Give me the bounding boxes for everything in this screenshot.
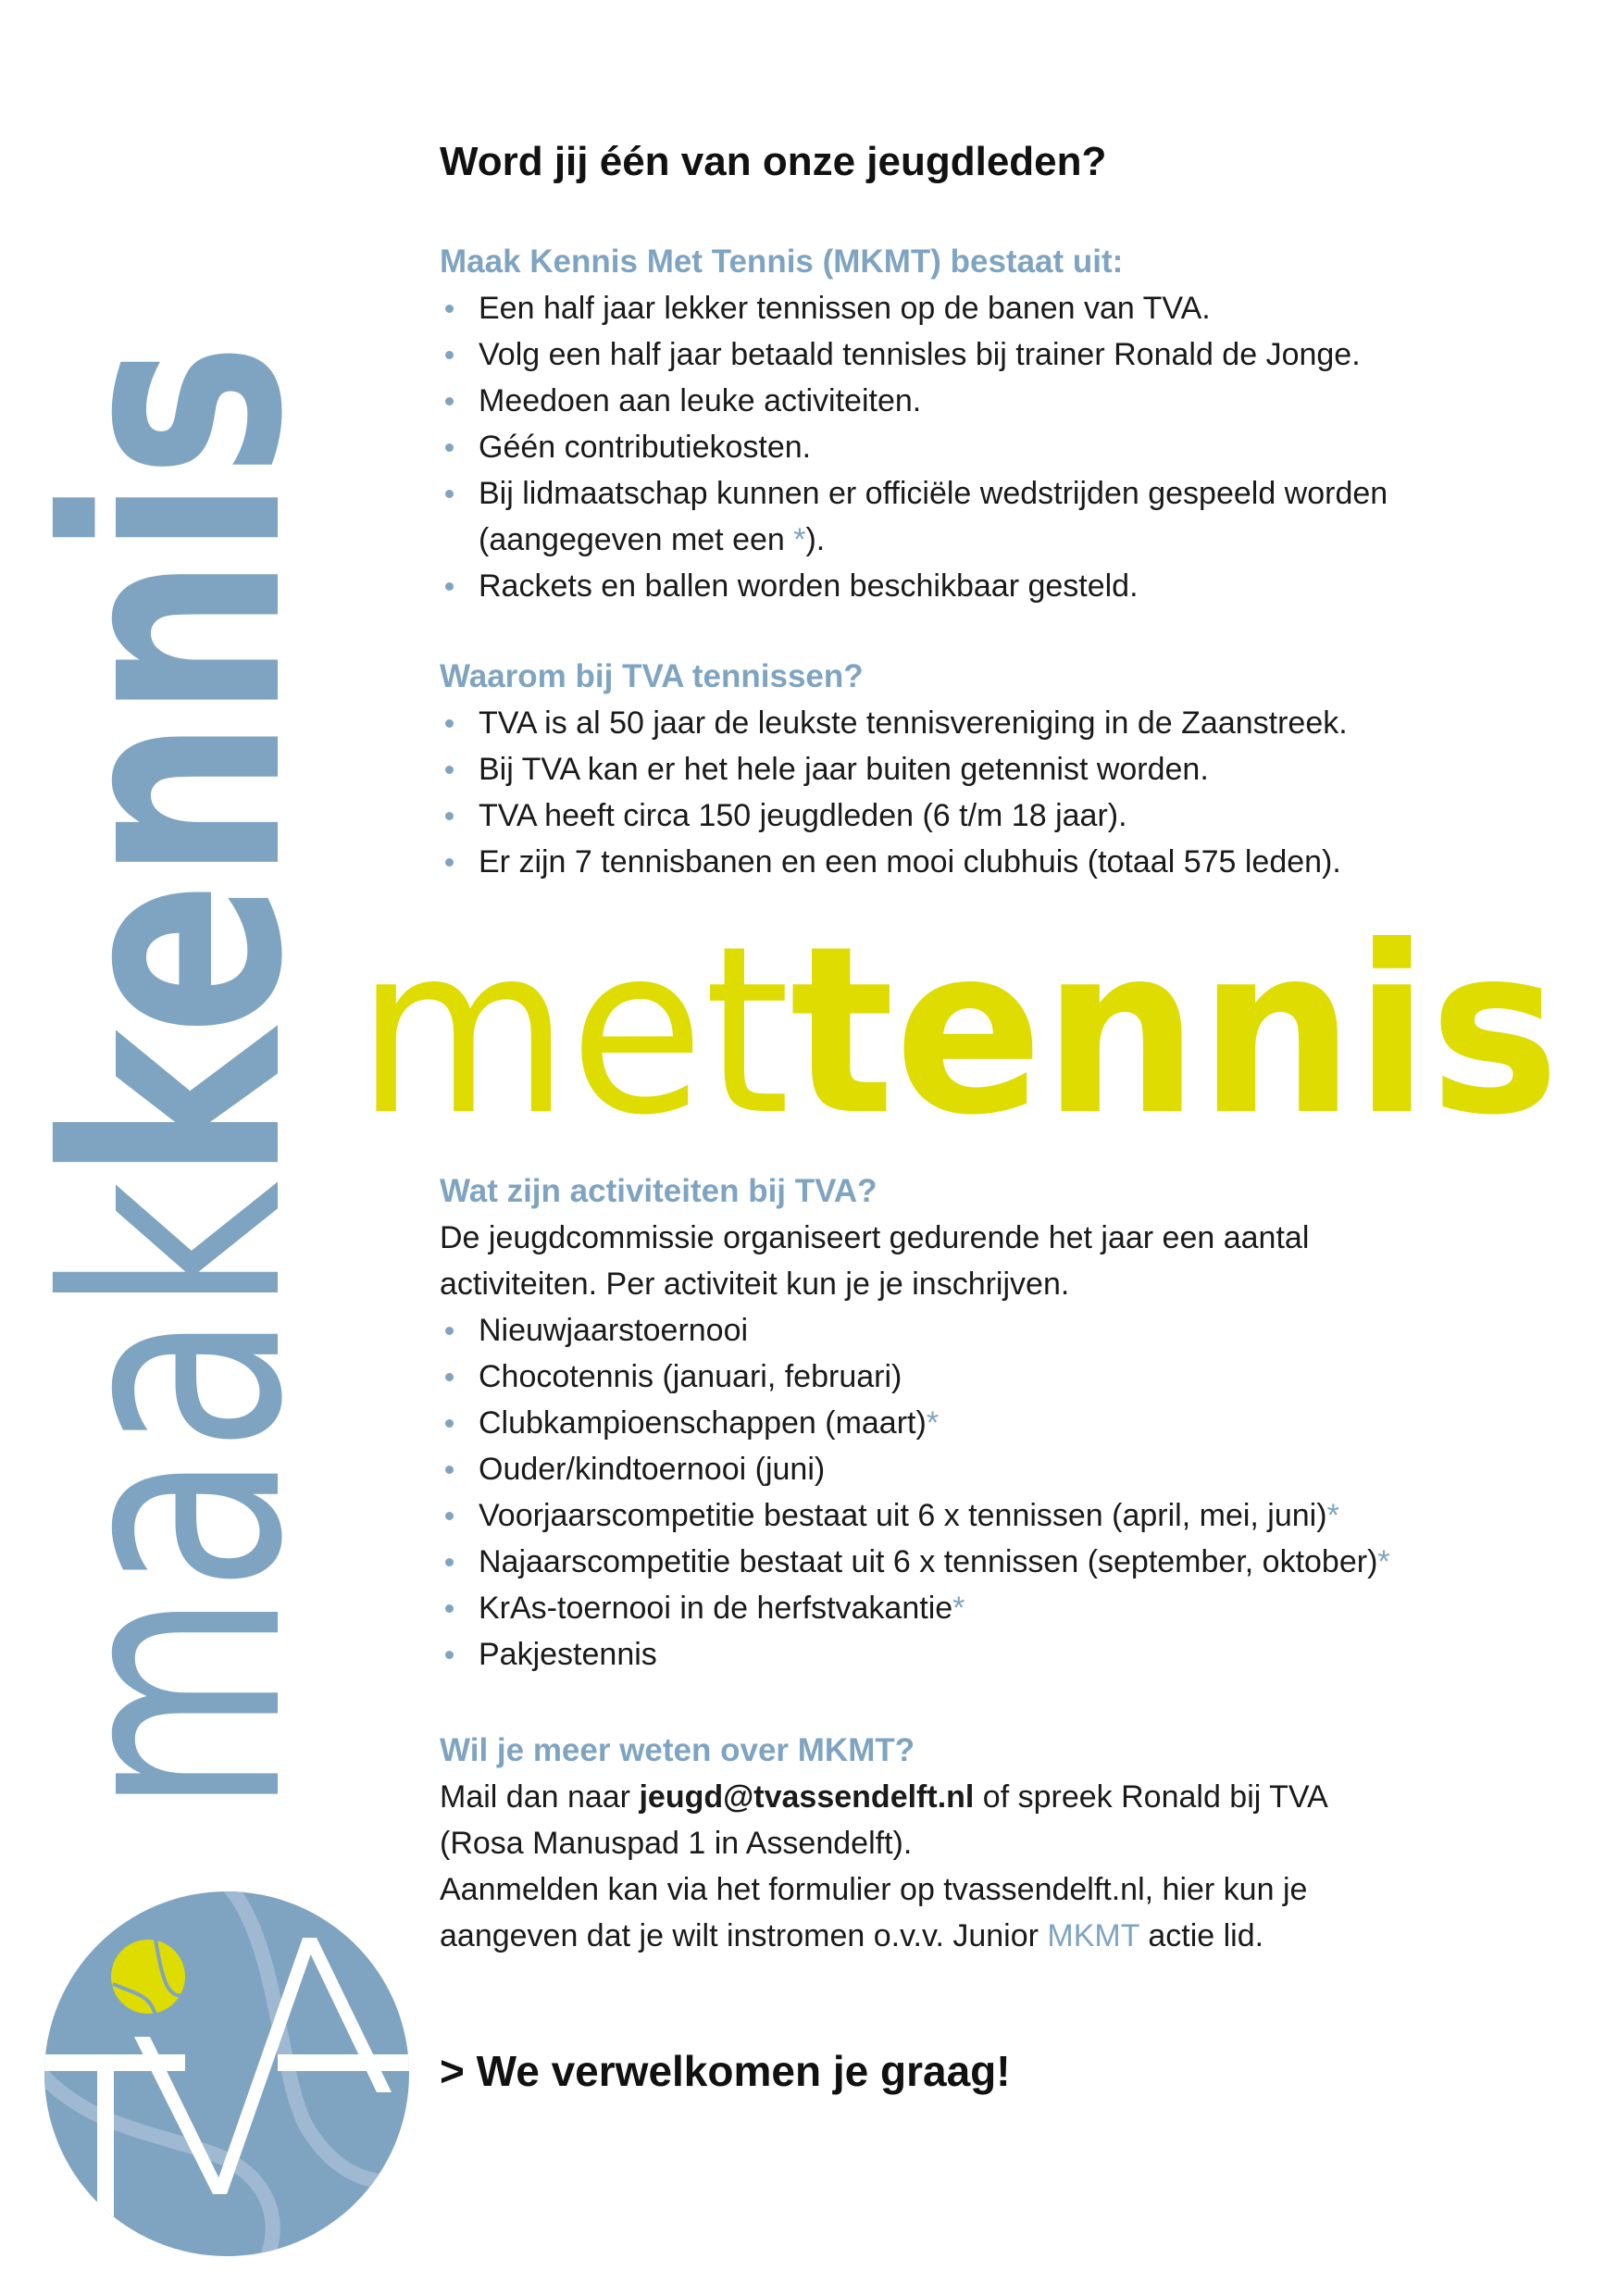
list-item-text: Clubkampioenschappen (maart): [479, 1405, 927, 1441]
list-item-text: TVA heeft circa 150 jeugdleden (6 t/m 18 jaar).: [479, 798, 1127, 833]
activities-intro: De jeugdcommissie organiseert gedurende het jaar een aantal activiteiten. Per activiteit kun je je inschrijven.: [440, 1220, 1310, 1302]
list-item-text: Ouder/kindtoernooi (juni): [479, 1452, 826, 1487]
list-item-text: Er zijn 7 tennisbanen en een mooi clubhuis (totaal 575 leden).: [479, 844, 1341, 880]
list-item: [440, 1307, 1597, 1354]
mkmt-highlight: MKMT: [1047, 1918, 1139, 1953]
section-activities: [440, 1168, 1597, 1678]
tva-logo: [37, 1884, 417, 2264]
email-link[interactable]: jeugd@tvassendelft.nl: [639, 1779, 975, 1815]
list-item-text: Een half jaar lekker tennissen op de banen van TVA.: [479, 291, 1211, 326]
list-item-text: Pakjestennis: [479, 1637, 657, 1672]
vertical-word-light: maak: [4, 991, 348, 1815]
list-item-text: Volg een half jaar betaald tennisles bij trainer Ronald de Jonge.: [479, 337, 1361, 372]
text: Mail dan naar: [440, 1779, 640, 1815]
section-heading: Waarom bij TVA tennissen?: [440, 658, 864, 694]
list-item-text: Najaarscompetitie bestaat uit 6 x tennissen (september, oktober): [479, 1544, 1378, 1579]
list-item-text: Meedoen aan leuke activiteiten.: [479, 383, 922, 418]
svg-text:mettennis: [356, 896, 1604, 1166]
list-item: [440, 1492, 1597, 1539]
list-item: [440, 1539, 1597, 1585]
official-match-marker: *: [1326, 1498, 1339, 1533]
list-item: [440, 1585, 1597, 1631]
closing-text: > We verwelkomen je graag!: [440, 2047, 1011, 2095]
bullet-list: [440, 1307, 1597, 1678]
text: of spreek Ronald bij TVA (Rosa Manuspad 1 in Assendelft).: [440, 1779, 1326, 1861]
list-item: [440, 1446, 1597, 1492]
list-item: [440, 1400, 1597, 1446]
vertical-word-bold: kennis: [4, 91, 348, 1181]
list-item: [440, 1631, 1597, 1678]
list-item-text: ).: [805, 522, 826, 557]
official-match-marker: *: [926, 1405, 940, 1441]
list-item-text: Bij lidmaatschap kunnen er officiële wedstrijden gespeeld worden (aangegeven met een: [479, 476, 1388, 557]
text: Aanmelden kan via het formulier op tvassendelft.nl, hier kun je aangeven dat je wilt instromen o.v.v. Junior: [440, 1872, 1308, 1953]
horizontal-word-light: met: [356, 896, 815, 1166]
list-item: [440, 1354, 1597, 1400]
section-heading: Wat zijn activiteiten bij TVA?: [440, 1173, 877, 1209]
official-match-marker: *: [793, 522, 806, 557]
list-item-text: Bij TVA kan er het hele jaar buiten getennist worden.: [479, 752, 1209, 787]
list-item-text: Voorjaarscompetitie bestaat uit 6 x tennissen (april, mei, juni): [479, 1498, 1327, 1533]
list-item-text: Rackets en ballen worden beschikbaar gesteld.: [479, 568, 1139, 604]
section-heading: Maak Kennis Met Tennis (MKMT) bestaat uit:: [440, 243, 1124, 280]
text: actie lid.: [1139, 1918, 1264, 1953]
list-item-text: Chocotennis (januari, februari): [479, 1359, 902, 1394]
official-match-marker: *: [952, 1591, 965, 1626]
section-contact: [440, 1728, 1402, 1959]
contact-paragraph: [440, 1774, 1402, 1866]
section-heading: Wil je meer weten over MKMT?: [440, 1732, 915, 1768]
list-item-text: Géén contributiekosten.: [479, 430, 812, 465]
page-title: Word jij één van onze jeugdleden?: [440, 139, 1107, 184]
signup-paragraph: [440, 1866, 1402, 1959]
list-item-text: TVA is al 50 jaar de leukste tennisvereniging in de Zaanstreek.: [479, 705, 1348, 741]
horizontal-word-bold: tennis: [790, 896, 1604, 1166]
official-match-marker: *: [1377, 1544, 1390, 1579]
list-item-text: Nieuwjaarstoernooi: [479, 1313, 749, 1348]
list-item-text: KrAs-toernooi in de herfstvakantie: [479, 1591, 953, 1626]
svg-text:maakkennis: [4, 91, 348, 1815]
